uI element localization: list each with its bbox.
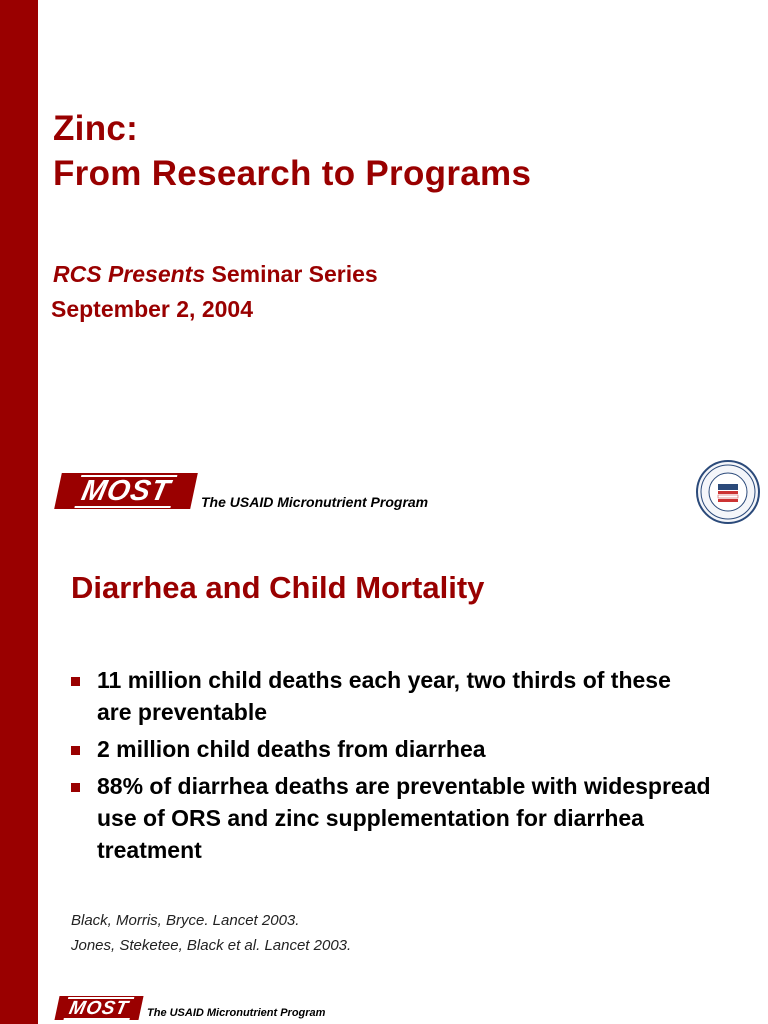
subtitle-italic: RCS Presents: [53, 261, 206, 287]
references: [71, 908, 351, 958]
bullet-text: 11 million child deaths each year, two thirds of these are preventable: [97, 667, 671, 725]
bullet-square-icon: [71, 783, 80, 792]
program-name: The USAID Micronutrient Program: [201, 494, 429, 510]
bullet-text: 2 million child deaths from diarrhea: [97, 736, 486, 762]
slide1-title: [53, 106, 531, 196]
usaid-seal-icon: [696, 460, 760, 524]
title-line-1: Zinc:: [53, 109, 139, 148]
title-line-2: From Research to Programs: [53, 154, 532, 193]
most-logo: [54, 473, 198, 509]
bullet-item: [71, 664, 711, 728]
most-logo-text: MOST: [75, 475, 178, 508]
reference-item: Black, Morris, Bryce. Lancet 2003.: [71, 912, 300, 929]
slide2-title: Diarrhea and Child Mortality: [71, 570, 485, 605]
seminar-subtitle: [53, 258, 378, 290]
bullet-list: [71, 664, 711, 871]
bullet-item: [71, 733, 711, 765]
bullet-text: 88% of diarrhea deaths are preventable with widespread use of ORS and zinc supplementation for diarrhea treatment: [97, 773, 711, 863]
seminar-date: September 2, 2004: [51, 296, 254, 322]
left-accent-bar: [0, 0, 38, 1024]
most-logo-footer: [54, 996, 143, 1020]
program-name-footer: The USAID Micronutrient Program: [147, 1007, 326, 1019]
most-logo-text: MOST: [63, 997, 135, 1020]
reference-item: Jones, Steketee, Black et al. Lancet 2003.: [71, 937, 352, 954]
subtitle-rest: Seminar Series: [205, 261, 378, 287]
bullet-item: [71, 770, 711, 866]
bullet-square-icon: [71, 677, 80, 686]
bullet-square-icon: [71, 746, 80, 755]
